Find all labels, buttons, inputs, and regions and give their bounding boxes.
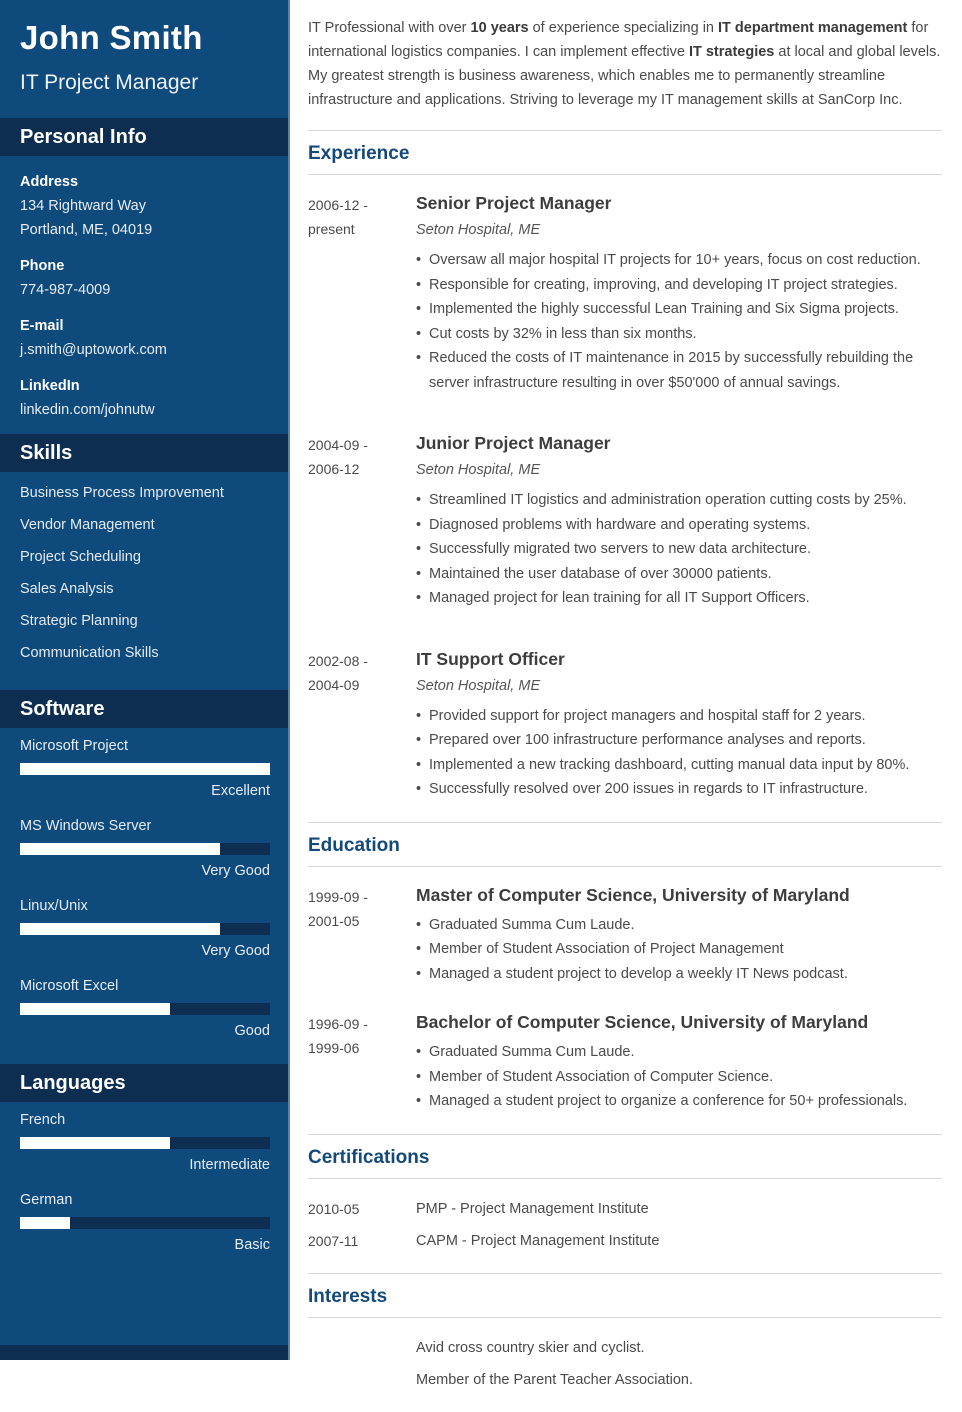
bullet-item: • Prepared over 100 infrastructure performance analyses and reports.	[416, 728, 942, 753]
entry-dates	[308, 885, 416, 987]
field-value: 774-987-4009	[20, 282, 111, 298]
entry-title: Bachelor of Computer Science, University of Maryland	[416, 1012, 869, 1032]
bar-level: Good	[234, 1023, 270, 1039]
summary-segment: at local and global levels. My greatest strength is business awareness, which enables me to permanently streamline infrastructure and applications. Striving to leverage my IT management skills at SanCorp Inc.	[308, 44, 941, 108]
summary-bold-segment: IT strategies	[688, 44, 775, 60]
field-value: 134 Rightward Way	[20, 198, 146, 214]
bar-label: Microsoft Project	[20, 738, 128, 754]
row-text: CAPM - Project Management Institute	[416, 1232, 660, 1249]
bar-track	[20, 1217, 270, 1229]
entry-date-line: 2004-09	[308, 676, 360, 693]
section-row	[308, 1197, 942, 1221]
bar-level: Basic	[234, 1237, 270, 1253]
sidebar	[0, 0, 290, 1360]
skill-bar-item	[20, 898, 270, 960]
entry-date-line: 2002-08 -	[308, 652, 368, 669]
bar-fill	[20, 923, 220, 935]
resume-entry	[308, 193, 942, 395]
entry-title: Junior Project Manager	[416, 433, 611, 453]
skills-list	[0, 472, 288, 690]
entry-company: Seton Hospital, ME	[416, 462, 541, 478]
candidate-title: IT Project Manager	[20, 71, 199, 94]
resume-entry	[308, 433, 942, 611]
skill-item: Sales Analysis	[20, 581, 114, 597]
main-section	[308, 1134, 942, 1273]
section-body	[308, 1318, 942, 1412]
bar-level: Intermediate	[189, 1157, 270, 1173]
field-label: E-mail	[20, 318, 64, 334]
skill-item: Business Process Improvement	[20, 485, 224, 501]
entry-bullets	[416, 913, 942, 987]
personal-field	[20, 254, 270, 302]
bar-label: French	[20, 1112, 66, 1128]
row-date: 2010-05	[308, 1200, 360, 1217]
row-date	[308, 1336, 416, 1360]
skill-bar-item	[20, 1112, 270, 1174]
summary-bold-segment: 10 years	[470, 20, 529, 36]
field-value: j.smith@uptowork.com	[20, 342, 167, 358]
main-section	[308, 1273, 942, 1412]
sidebar-footer-band	[0, 1345, 288, 1360]
sections-container	[308, 130, 942, 1412]
bar-fill	[20, 763, 270, 775]
resume-entry	[308, 885, 942, 987]
skill-bar-item	[20, 738, 270, 800]
identity-block	[0, 0, 288, 96]
bar-track	[20, 843, 270, 855]
entry-content	[416, 885, 942, 987]
skills-heading: Skills	[0, 434, 288, 472]
languages-list	[0, 1102, 288, 1278]
summary-segment: IT Professional with over	[308, 20, 471, 36]
bar-label: Microsoft Excel	[20, 978, 119, 994]
bullet-item: • Managed project for lean training for all IT Support Officers.	[416, 586, 942, 611]
resume-entry	[308, 649, 942, 802]
bullet-item: • Implemented the highly successful Lean Training and Six Sigma projects.	[416, 297, 942, 322]
summary-bold-segment: IT department management	[718, 20, 908, 36]
entry-content	[416, 1012, 942, 1114]
field-label: Address	[20, 174, 79, 190]
resume-entry	[308, 1012, 942, 1114]
bullet-item: • Provided support for project managers and hospital staff for 2 years.	[416, 704, 942, 729]
entry-company: Seton Hospital, ME	[416, 222, 541, 238]
bullet-item: • Member of Student Association of Computer Science.	[416, 1065, 942, 1090]
bar-level: Excellent	[211, 783, 270, 799]
bar-track	[20, 763, 270, 775]
entry-date-line: present	[308, 221, 355, 237]
bar-level: Very Good	[201, 943, 270, 959]
bullet-item: • Managed a student project to organize a conference for 50+ professionals.	[416, 1089, 942, 1114]
section-divider-top	[308, 130, 942, 131]
entry-content	[416, 649, 942, 802]
entry-title: Senior Project Manager	[416, 193, 612, 213]
entry-title: Master of Computer Science, University of Maryland	[416, 884, 850, 905]
bar-track	[20, 923, 270, 935]
entry-dates	[308, 649, 416, 802]
bar-fill	[20, 1003, 170, 1015]
section-heading: Education	[308, 834, 400, 856]
summary-segment: of experience specializing in	[528, 20, 719, 36]
entry-bullets	[416, 488, 942, 611]
entry-dates	[308, 433, 416, 611]
bullet-item: • Implemented a new tracking dashboard, cutting manual data input by 80%.	[416, 753, 942, 778]
bar-fill	[20, 1217, 70, 1229]
section-body	[308, 867, 942, 1134]
main-content	[290, 0, 962, 1388]
entry-bullets	[416, 248, 942, 395]
languages-heading: Languages	[0, 1064, 288, 1102]
personal-info-heading: Personal Info	[0, 118, 288, 156]
bullet-item: • Maintained the user database of over 30000 patients.	[416, 562, 942, 587]
field-label: Phone	[20, 258, 65, 274]
entry-date-line: 2001-05	[308, 912, 360, 929]
section-divider-top	[308, 1134, 942, 1135]
bullet-item: • Graduated Summa Cum Laude.	[416, 913, 942, 938]
candidate-name: John Smith	[20, 19, 203, 56]
section-heading: Certifications	[308, 1146, 430, 1168]
bar-track	[20, 1137, 270, 1149]
entry-content	[416, 193, 942, 395]
bar-label: MS Windows Server	[20, 818, 152, 834]
bar-level: Very Good	[201, 863, 270, 879]
entry-content	[416, 433, 942, 611]
bullet-item: • Successfully resolved over 200 issues in regards to IT infrastructure.	[416, 777, 942, 802]
section-row	[308, 1368, 942, 1392]
personal-field	[20, 314, 270, 362]
entry-date-line: 1996-09 -	[308, 1016, 368, 1032]
main-section	[308, 822, 942, 1134]
entry-date-line: 2006-12 -	[308, 197, 368, 213]
skill-bar-item	[20, 818, 270, 880]
entry-company: Seton Hospital, ME	[416, 677, 541, 694]
section-body	[308, 1179, 942, 1273]
entry-date-line: 1999-09 -	[308, 888, 368, 905]
bar-fill	[20, 843, 220, 855]
entry-bullets	[416, 1040, 942, 1114]
entry-dates	[308, 1012, 416, 1114]
section-heading: Experience	[308, 143, 410, 164]
bullet-item: • Graduated Summa Cum Laude.	[416, 1040, 942, 1065]
summary-segment: for international logistics companies. I can implement effective	[308, 20, 929, 60]
skill-bar-item	[20, 978, 270, 1040]
entry-dates	[308, 193, 416, 395]
software-heading: Software	[0, 690, 288, 728]
field-value: Portland, ME, 04019	[20, 222, 153, 238]
bullet-item: • Managed a student project to develop a weekly IT News podcast.	[416, 962, 942, 987]
software-list	[0, 728, 288, 1064]
section-body	[308, 175, 942, 822]
row-text: Member of the Parent Teacher Association.	[416, 1371, 693, 1388]
bar-fill	[20, 1137, 170, 1149]
bullet-item: • Diagnosed problems with hardware and operating systems.	[416, 513, 942, 538]
bar-track	[20, 1003, 270, 1015]
bullet-item: • Successfully migrated two servers to new data architecture.	[416, 537, 942, 562]
bar-label: German	[20, 1192, 73, 1208]
bullet-item: • Responsible for creating, improving, and developing IT project strategies.	[416, 273, 942, 298]
bullet-item: • Member of Student Association of Project Management	[416, 937, 942, 962]
field-label: LinkedIn	[20, 378, 80, 394]
field-value: linkedin.com/johnutw	[20, 402, 155, 418]
section-row	[308, 1229, 942, 1253]
skill-item: Vendor Management	[20, 517, 155, 533]
row-text: Avid cross country skier and cyclist.	[416, 1339, 645, 1356]
personal-field	[20, 170, 270, 242]
entry-bullets	[416, 704, 942, 802]
main-section	[308, 130, 942, 822]
section-divider-top	[308, 1273, 942, 1274]
entry-title: IT Support Officer	[416, 648, 565, 669]
bullet-item: • Streamlined IT logistics and administration operation cutting costs by 25%.	[416, 488, 942, 513]
entry-date-line: 1999-06	[308, 1040, 360, 1056]
bullet-item: • Oversaw all major hospital IT projects for 10+ years, focus on cost reduction.	[416, 248, 942, 273]
section-heading: Interests	[308, 1285, 388, 1307]
bar-label: Linux/Unix	[20, 898, 88, 914]
skill-item: Project Scheduling	[20, 549, 141, 565]
personal-info-list	[0, 156, 288, 422]
summary-paragraph	[308, 16, 942, 112]
skill-item: Communication Skills	[20, 645, 159, 661]
skill-bar-item	[20, 1192, 270, 1254]
section-divider-top	[308, 822, 942, 823]
personal-field	[20, 374, 270, 422]
row-text: PMP - Project Management Institute	[416, 1200, 649, 1217]
bullet-item: • Cut costs by 32% in less than six months.	[416, 322, 942, 347]
entry-date-line: 2006-12	[308, 461, 360, 477]
row-date	[308, 1368, 416, 1392]
entry-date-line: 2004-09 -	[308, 437, 368, 453]
row-date: 2007-11	[308, 1232, 359, 1249]
skill-item: Strategic Planning	[20, 613, 138, 629]
bullet-item: • Reduced the costs of IT maintenance in 2015 by successfully rebuilding the server infrastructure resulting in over $50'000 of annual savings.	[416, 346, 942, 395]
section-row	[308, 1336, 942, 1360]
